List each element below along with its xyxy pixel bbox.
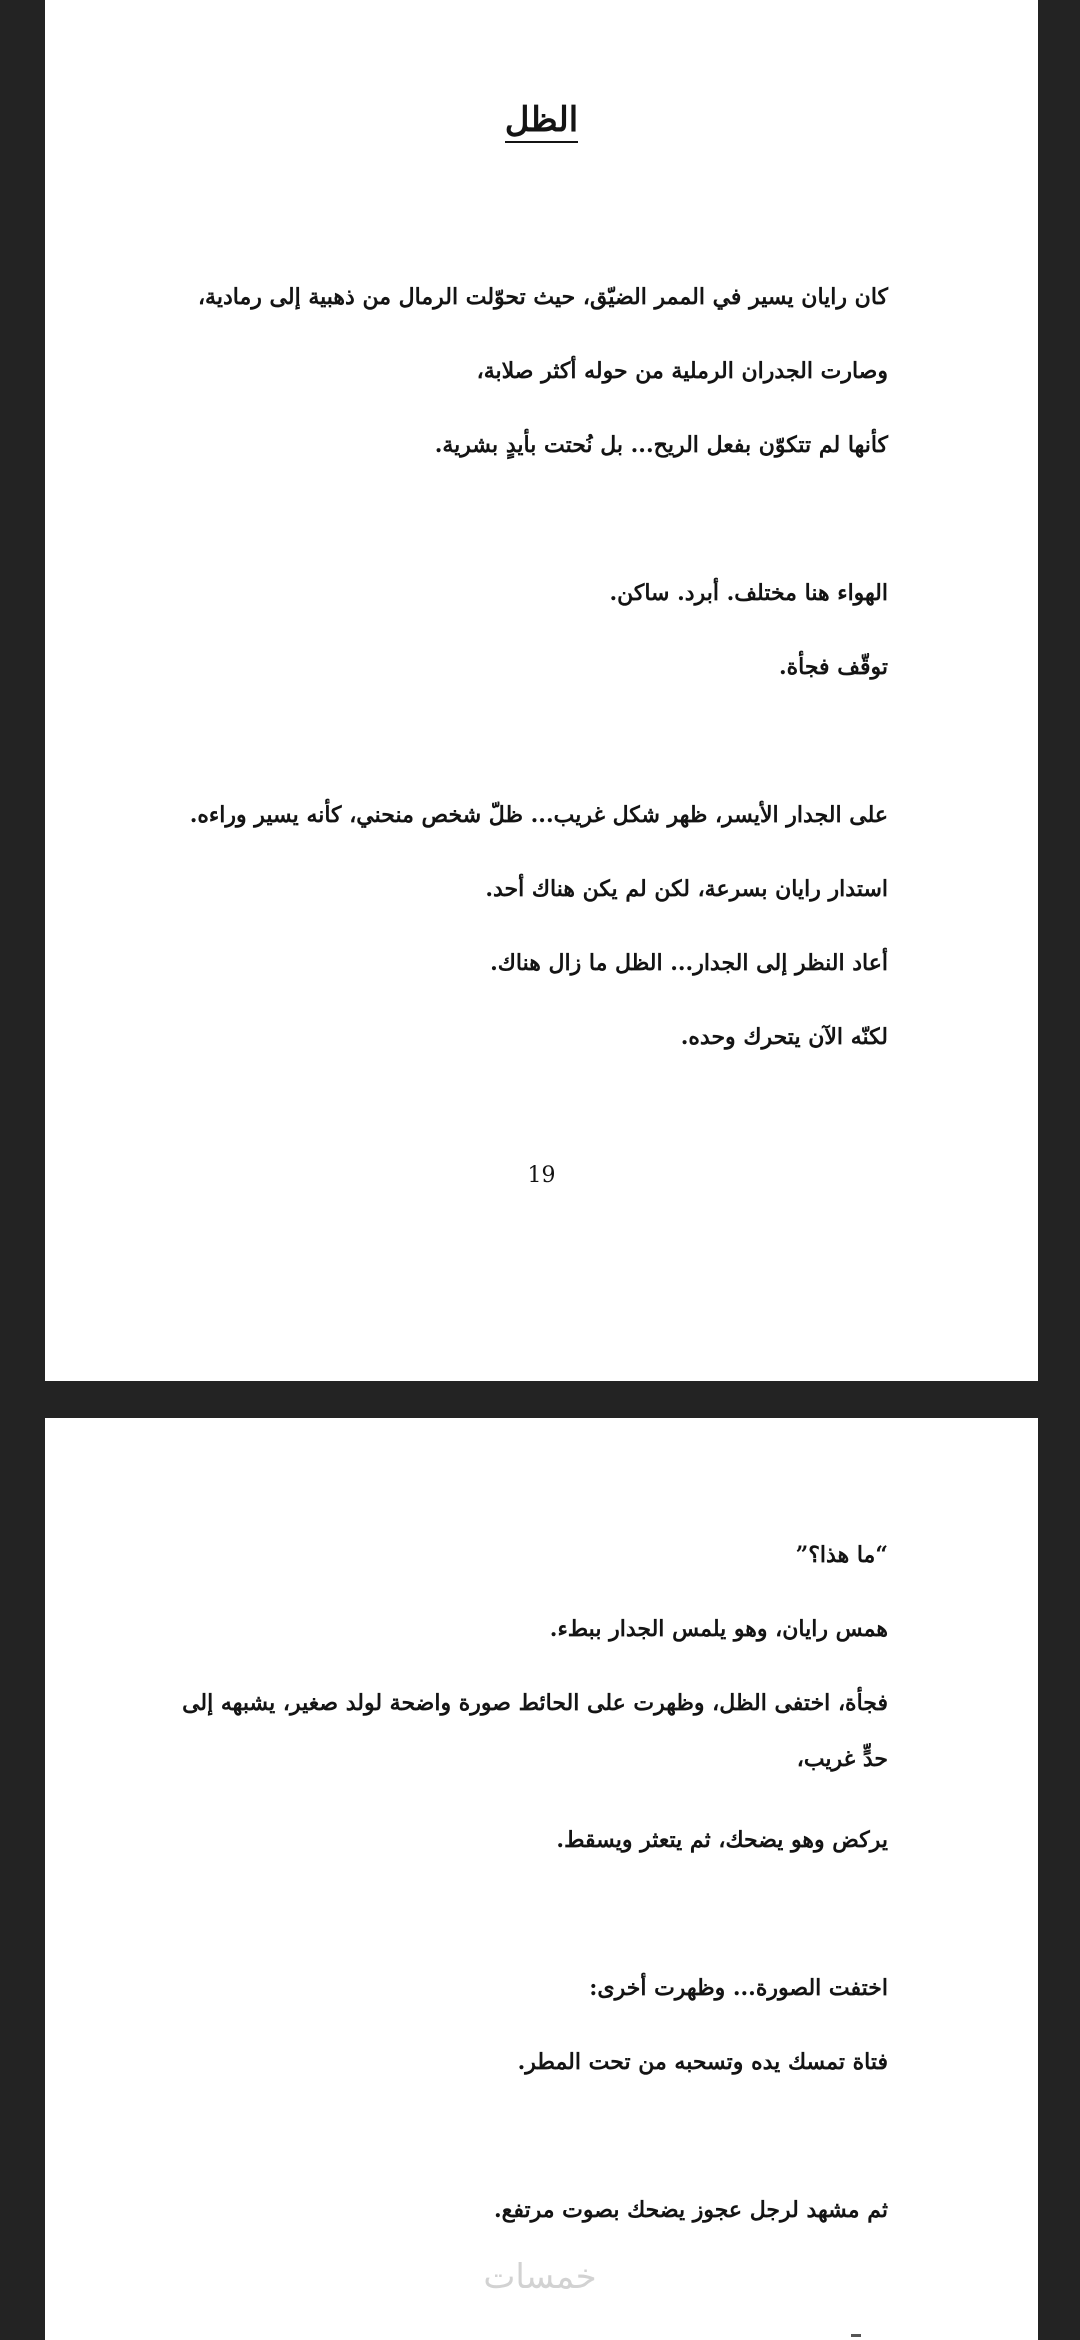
watermark-logo: خمسات <box>483 2257 597 2297</box>
paragraph-line: فجأة، اختفى الظل، وظهرت على الحائط صورة واضحة لولد صغير، يشبهه إلى حدٍّ غريب، <box>182 1690 888 1772</box>
paragraph-line: يركض وهو يضحك، ثم يتعثر ويسقط. <box>556 1827 888 1853</box>
paragraph-line: كأنها لم تتكوّن بفعل الريح... بل نُحتت بأيدٍ بشرية. <box>434 432 888 458</box>
paragraph-line: لكنّه الآن يتحرك وحده. <box>680 1024 888 1050</box>
paragraph-line: أعاد النظر إلى الجدار... الظل ما زال هناك. <box>490 950 888 976</box>
paragraph-line: اختفت الصورة... وظهرت أخرى: <box>589 1975 888 2001</box>
chapter-title: الظل <box>45 100 1038 143</box>
document-page-20 <box>45 1418 1038 2340</box>
paragraph-line: استدار رايان بسرعة، لكن لم يكن هناك أحد. <box>485 876 888 902</box>
paragraph-line: “ما هذا؟” <box>795 1542 888 1568</box>
paragraph-line: كان رايان يسير في الممر الضيّق، حيث تحوّلت الرمال من ذهبية إلى رمادية، <box>197 284 888 310</box>
page-number: 19 <box>527 1163 556 1188</box>
text-fragment-mark <box>851 2334 861 2337</box>
paragraph-line: ثم مشهد لرجل عجوز يضحك بصوت مرتفع. <box>493 2197 888 2223</box>
paragraph-line: على الجدار الأيسر، ظهر شكل غريب... ظلّ شخص منحني، كأنه يسير وراءه. <box>189 802 888 828</box>
paragraph-line: فتاة تمسك يده وتسحبه من تحت المطر. <box>517 2049 888 2075</box>
paragraph-line: همس رايان، وهو يلمس الجدار ببطء. <box>549 1616 888 1642</box>
paragraph-line: وصارت الجدران الرملية من حوله أكثر صلابة، <box>476 358 888 384</box>
paragraph-line: توقّف فجأة. <box>778 654 888 680</box>
paragraph-line: الهواء هنا مختلف. أبرد. ساكن. <box>609 580 888 606</box>
document-page-19 <box>45 0 1038 1381</box>
